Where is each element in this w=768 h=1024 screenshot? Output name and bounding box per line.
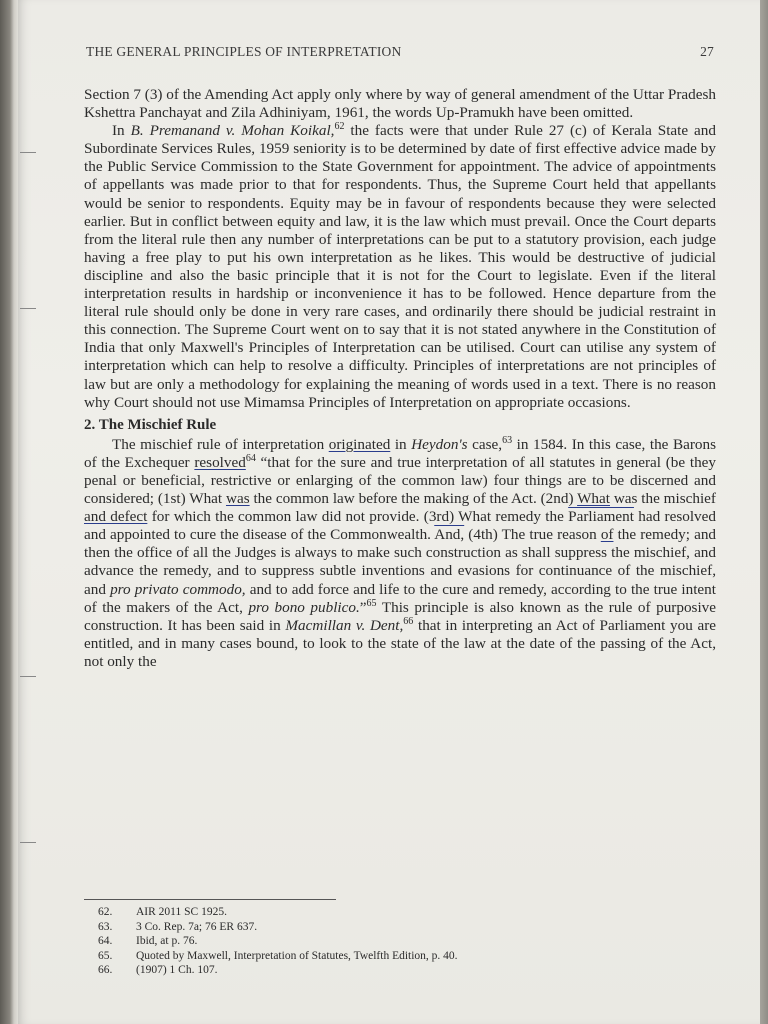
footnotes bbox=[98, 905, 698, 978]
footnote-item: 63. 3 Co. Rep. 7a; 76 ER 637. bbox=[98, 920, 258, 933]
ink-overline-parliament: Parliament bbox=[568, 508, 634, 526]
footnote-separator bbox=[84, 899, 336, 900]
margin-pencil-mark bbox=[20, 308, 36, 309]
footnote-ref-65: 65 bbox=[366, 597, 377, 609]
paragraph-2: In B. Premanand v. Mohan Koikal,$^{62}$ the facts were that under Rule 27 (c) of Kerala State and Subordinate Services Rules, 1959 seniority is to be determined by date of first effective advice made by the Public Service Commission to the State Government for appointment. The advice of appointments of appellants was made prior to that for respondents. Thus, the Supreme Court held that appellants would be senior to respondents. Equity may be in favour of respondents because they were selected earlier. But in conflict between equity and law, it is the law which must prevail. Once the Court departs from the literal rule then any number of interpretations can be put to a statutory provision, each judge having a free play to put his own interpretation as he likes. This would be destructive of judicial discipline and also the basic principle that it is not for the Court to legislate. Even if the literal interpretation results in hardship or inconvenience it has to be followed. Hence departure from the literal rule should only be done in very rare cases, and ordinarily there should be judicial restraint in this connection. The Supreme Court went on to say that it is not stated anywhere in the Constitution of India that only Maxwell's Principles of Interpretation can be utilised. Court can utilise any system of interpretation which can help to resolve a difficulty. Principles of interpretations are not principles of law but are only a methodology for explaining the meaning of words used in a text. There is no reason why Court should not use Mimamsa Principles of Interpretation on appropriate occasions. bbox=[84, 121, 716, 411]
footnote-item: 66. (1907) 1 Ch. 107. bbox=[98, 964, 218, 977]
section-heading: 2. The Mischief Rule bbox=[84, 416, 217, 433]
margin-pencil-mark bbox=[20, 152, 36, 153]
footnote-ref-66: 66 bbox=[403, 615, 414, 627]
case-name-macmillan: Macmillan v. Dent, bbox=[285, 616, 404, 634]
body-text bbox=[84, 86, 716, 671]
footnote-item: 62. AIR 2011 SC 1925. bbox=[98, 906, 227, 918]
latin-phrase-pro-privato: pro privato commodo, bbox=[110, 580, 246, 598]
ink-underline-originated: originated bbox=[328, 435, 391, 453]
margin-pencil-mark bbox=[20, 842, 36, 843]
page-number: 27 bbox=[700, 44, 714, 59]
footnote-ref-64: 64 bbox=[245, 452, 256, 464]
ink-underline-of: of bbox=[600, 526, 614, 544]
footnote-ref-63: 63 bbox=[502, 434, 513, 446]
running-header-title: THE GENERAL PRINCIPLES OF INTERPRETATION bbox=[86, 44, 402, 59]
footnote-item: 65. Quoted by Maxwell, Interpretation of Statutes, Twelfth Edition, p. 40. bbox=[98, 949, 458, 962]
margin-pencil-mark bbox=[20, 676, 36, 677]
case-name-heydon: Heydon's bbox=[411, 435, 468, 453]
ink-overline-and: And, bbox=[434, 526, 465, 544]
footnote-ref-62: 62 bbox=[334, 121, 345, 133]
case-name-premanand: B. Premanand v. Mohan Koikal, bbox=[130, 122, 335, 140]
ink-underline-was: was bbox=[225, 490, 250, 508]
latin-phrase-pro-bono: pro bono publico. bbox=[248, 598, 360, 616]
book-page bbox=[18, 0, 760, 1024]
ink-underline-resolved: resolved bbox=[194, 453, 246, 471]
ink-underline-what: What bbox=[577, 490, 610, 508]
paragraph-3: The mischief rule of interpretation originated in Heydon's case,$^{63}$ in 1584. In this case, the Barons of the Exchequer resolved$^{64}$ “that for the sure and true interpretation of all statutes in general (be they penal or beneficial, restrictive or enlarging of the common law) four things are to be discerned and considered; (1st) What was the common law before the making of the Act. (2nd) What was the mischief and defect for which the common law did not provide. (3rd) What remedy the Parliament had resolved and appointed to cure the disease of the Commonwealth. And, (4th) The true reason of the remedy; and then the office of all the Judges is always to make such construction as shall suppress the mischief, and advance the remedy, and to suppress subtle inventions and evasions for continuance of the mischief, and pro privato commodo, and to add force and life to the cure and remedy, according to the true intent of the makers of the Act, pro bono publico.”$^{65}$ This principle is also known as the rule of purposive construction. It has been said in Macmillan v. Dent,$^{66}$ that in interpreting an Act of Parliament you are entitled, and in many cases bound, to look to the state of the law at the date of the passing of the Act, not only the bbox=[84, 434, 717, 670]
paragraph-1: Section 7 (3) of the Amending Act apply only where by way of general amendment of the Uttar Pradesh Kshettra Panchayat and Zila Adhiniyam, 1961, the words Up-Pramukh have been omitted. bbox=[84, 86, 716, 122]
ink-underline-and-defect: and defect bbox=[84, 508, 148, 526]
footnote-item: 64. Ibid, at p. 76. bbox=[98, 935, 198, 948]
